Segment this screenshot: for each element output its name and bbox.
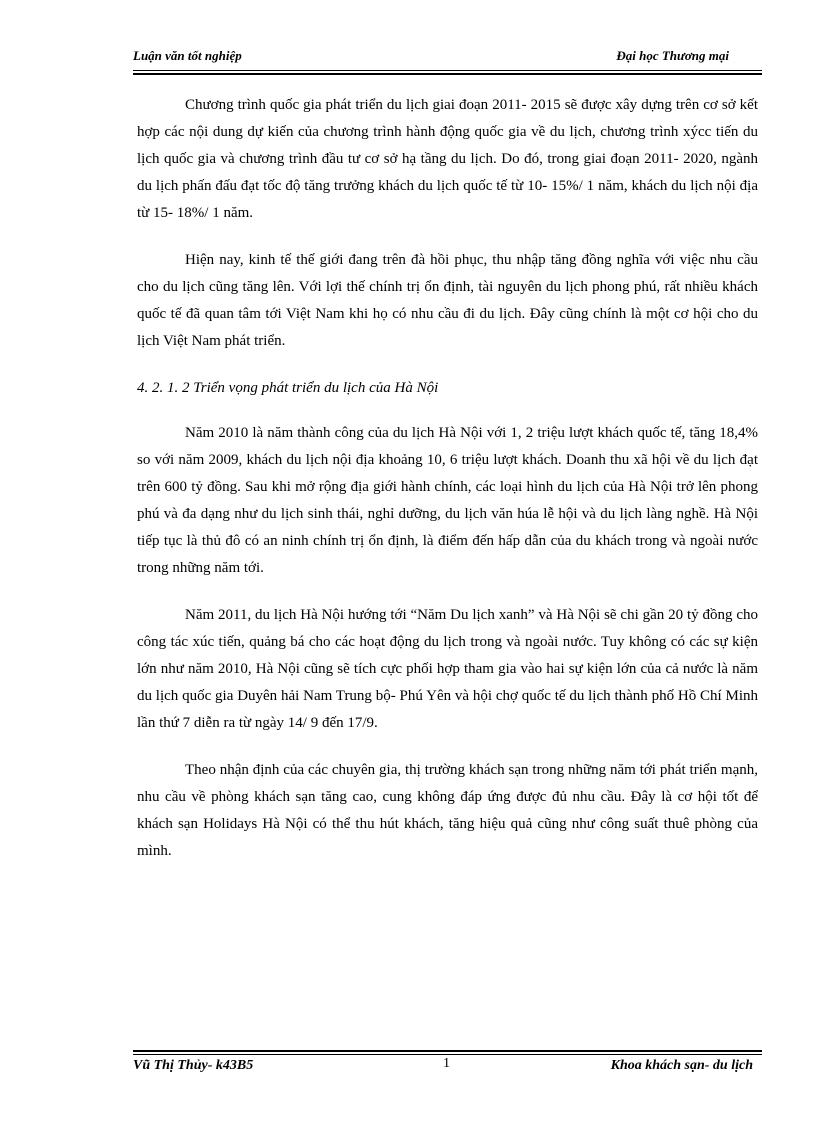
- footer-divider-thick: [133, 1050, 762, 1052]
- page-header: [133, 48, 729, 68]
- header-divider-thick: [133, 73, 762, 75]
- footer-divider: [133, 1054, 762, 1055]
- paragraph-world-economy: Hiện nay, kinh tế thế giới đang trên đà hồi phục, thu nhập tăng đồng nghĩa với việc nhu cầu cho du lịch cũng tăng lên. Với lợi thế chính trị ổn định, tài nguyên du lịch phong phú, rất nhiều khách quốc tế đã quan tâm tới Việt Nam khi họ có nhu cầu đi du lịch. Đây cũng chính là một cơ hội cho du lịch Việt Nam phát triển.: [137, 252, 758, 349]
- footer-author: Vũ Thị Thủy- k43B5: [133, 1058, 254, 1073]
- paragraph-hotel-market: Theo nhận định của các chuyên gia, thị trường khách sạn trong những năm tới phát triển mạnh, nhu cầu về phòng khách sạn tăng cao, cung không đáp ứng được đủ nhu cầu. Đây là cơ hội tốt để khách sạn Holidays Hà Nội có thể thu hút khách, tăng hiệu quả cũng như công suất thuê phòng của mình.: [137, 762, 758, 859]
- document-body: [137, 92, 758, 885]
- paragraph-hanoi-2010: Năm 2010 là năm thành công của du lịch Hà Nội với 1, 2 triệu lượt khách quốc tế, tăng 18,4% so với năm 2009, khách du lịch nội địa khoảng 10, 6 triệu lượt khách. Doanh thu xã hội về du lịch đạt trên 600 tỷ đồng. Sau khi mở rộng địa giới hành chính, các loại hình du lịch của Hà Nội trở lên phong phú và đa dạng như du lịch sinh thái, nghỉ dưỡng, du lịch văn húa lễ hội và du lịch làng nghề. Hà Nội tiếp tục là thủ đô có an ninh chính trị ổn định, là điểm đến hấp dẫn của du khách trong và ngoài nước trong những năm tới.: [137, 425, 758, 576]
- footer-department: Khoa khách sạn- du lịch: [610, 1058, 753, 1073]
- header-divider: [133, 70, 762, 71]
- section-heading: 4. 2. 1. 2 Triển vọng phát triển du lịch của Hà Nội: [137, 380, 439, 396]
- header-left-title: Luận văn tốt nghiệp: [133, 48, 242, 63]
- header-right-title: Đại học Thương mại: [616, 48, 729, 63]
- paragraph-hanoi-2011: Năm 2011, du lịch Hà Nội hướng tới “Năm Du lịch xanh” và Hà Nội sẽ chi gần 20 tỷ đồng cho công tác xúc tiến, quảng bá cho các hoạt động du lịch trong và ngoài nước. Tuy không có các sự kiện lớn như năm 2010, Hà Nội cũng sẽ tích cực phối hợp tham gia vào hai sự kiện lớn của cả nước là năm du lịch quốc gia Duyên hải Nam Trung bộ- Phú Yên và hội chợ quốc tế du lịch thành phố Hồ Chí Minh lần thứ 7 diễn ra từ ngày 14/ 9 đến 17/9.: [137, 607, 758, 731]
- paragraph-national-program: Chương trình quốc gia phát triển du lịch giai đoạn 2011- 2015 sẽ được xây dựng trên cơ sở kết hợp các nội dung dự kiến của chương trình hành động quốc gia về du lịch, chương trình xýcc tiến du lịch quốc gia và chương trình đầu tư cơ sở hạ tầng du lịch. Do đó, trong giai đoạn 2011- 2020, ngành du lịch phấn đấu đạt tốc độ tăng trưởng khách du lịch quốc tế từ 10- 15%/ 1 năm, khách du lịch nội địa từ 15- 18%/ 1 năm.: [137, 97, 758, 221]
- page-number: 1: [443, 1056, 450, 1071]
